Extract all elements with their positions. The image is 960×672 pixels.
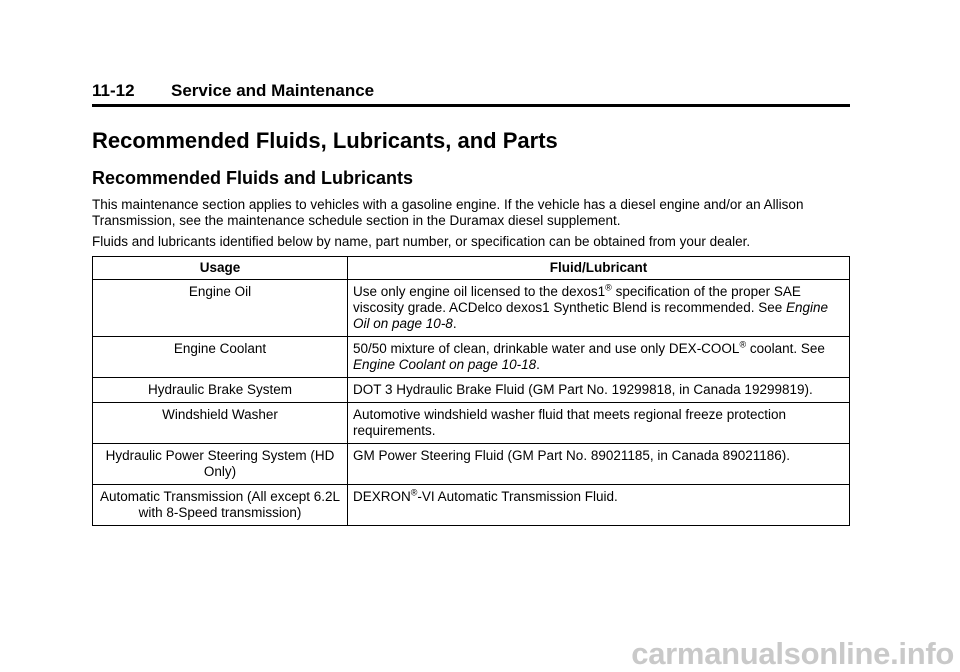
fluid-cell: DOT 3 Hydraulic Brake Fluid (GM Part No. 19299818, in Canada 19299819). (348, 378, 850, 403)
fluid-text: specification of the proper SAE viscosity grade. ACDelco dexos1 Synthetic Blend is recommended. See (353, 284, 801, 315)
dealer-paragraph: Fluids and lubricants identified below by name, part number, or specification can be obtained from your dealer. (92, 234, 751, 249)
usage-cell: Engine Oil (93, 280, 348, 337)
table-row (93, 403, 850, 444)
usage-cell: Windshield Washer (93, 403, 348, 444)
fluid-text: DEXRON (353, 489, 411, 504)
fluid-cell (348, 485, 850, 526)
table-row (93, 444, 850, 485)
section-title: Service and Maintenance (171, 81, 375, 100)
fluid-text: Use only engine oil licensed to the dexos1 (353, 284, 606, 299)
fluid-text: -VI Automatic Transmission Fluid. (417, 489, 618, 504)
intro-paragraph: This maintenance section applies to vehicles with a gasoline engine. If the vehicle has a diesel engine and/or an Allison Transmission, see the maintenance schedule section in the Duramax diesel supplement. (92, 197, 804, 228)
usage-cell: Engine Coolant (93, 337, 348, 378)
table-row (93, 337, 850, 378)
cross-reference-link[interactable]: Engine Oil on page 10-8 (353, 300, 829, 331)
table-row (93, 378, 850, 403)
fluid-text: 50/50 mixture of clean, drinkable water and use only DEX-COOL (353, 341, 740, 356)
usage-column-header: Usage (93, 257, 348, 280)
registered-mark: ® (410, 487, 418, 498)
page-title: Recommended Fluids, Lubricants, and Parts (92, 128, 558, 153)
fluid-cell (348, 280, 850, 337)
table-row (93, 485, 850, 526)
usage-cell: Hydraulic Brake System (93, 378, 348, 403)
table-row (93, 280, 850, 337)
fluid-column-header: Fluid/Lubricant (348, 257, 850, 280)
usage-cell: Automatic Transmission (All except 6.2L with 8-Speed transmission) (93, 485, 348, 526)
site-watermark: carmanualsonline.info (631, 636, 954, 671)
registered-mark: ® (605, 282, 612, 293)
cross-reference-link[interactable]: Engine Coolant on page 10-18 (353, 357, 537, 372)
registered-mark: ® (739, 339, 747, 350)
table-header-row (93, 257, 850, 280)
page-number: 11-12 (92, 81, 135, 100)
usage-cell: Hydraulic Power Steering System (HD Only) (93, 444, 348, 485)
fluid-cell (348, 337, 850, 378)
fluid-text: coolant. See (746, 341, 825, 356)
fluid-cell: Automotive windshield washer fluid that meets regional freeze protection requirements. (348, 403, 850, 444)
fluid-text: . (452, 316, 457, 331)
fluids-table (92, 256, 850, 526)
page-header (92, 80, 850, 107)
fluid-cell: GM Power Steering Fluid (GM Part No. 89021185, in Canada 89021186). (348, 444, 850, 485)
fluid-text: . (536, 357, 540, 372)
section-subtitle: Recommended Fluids and Lubricants (92, 168, 414, 188)
